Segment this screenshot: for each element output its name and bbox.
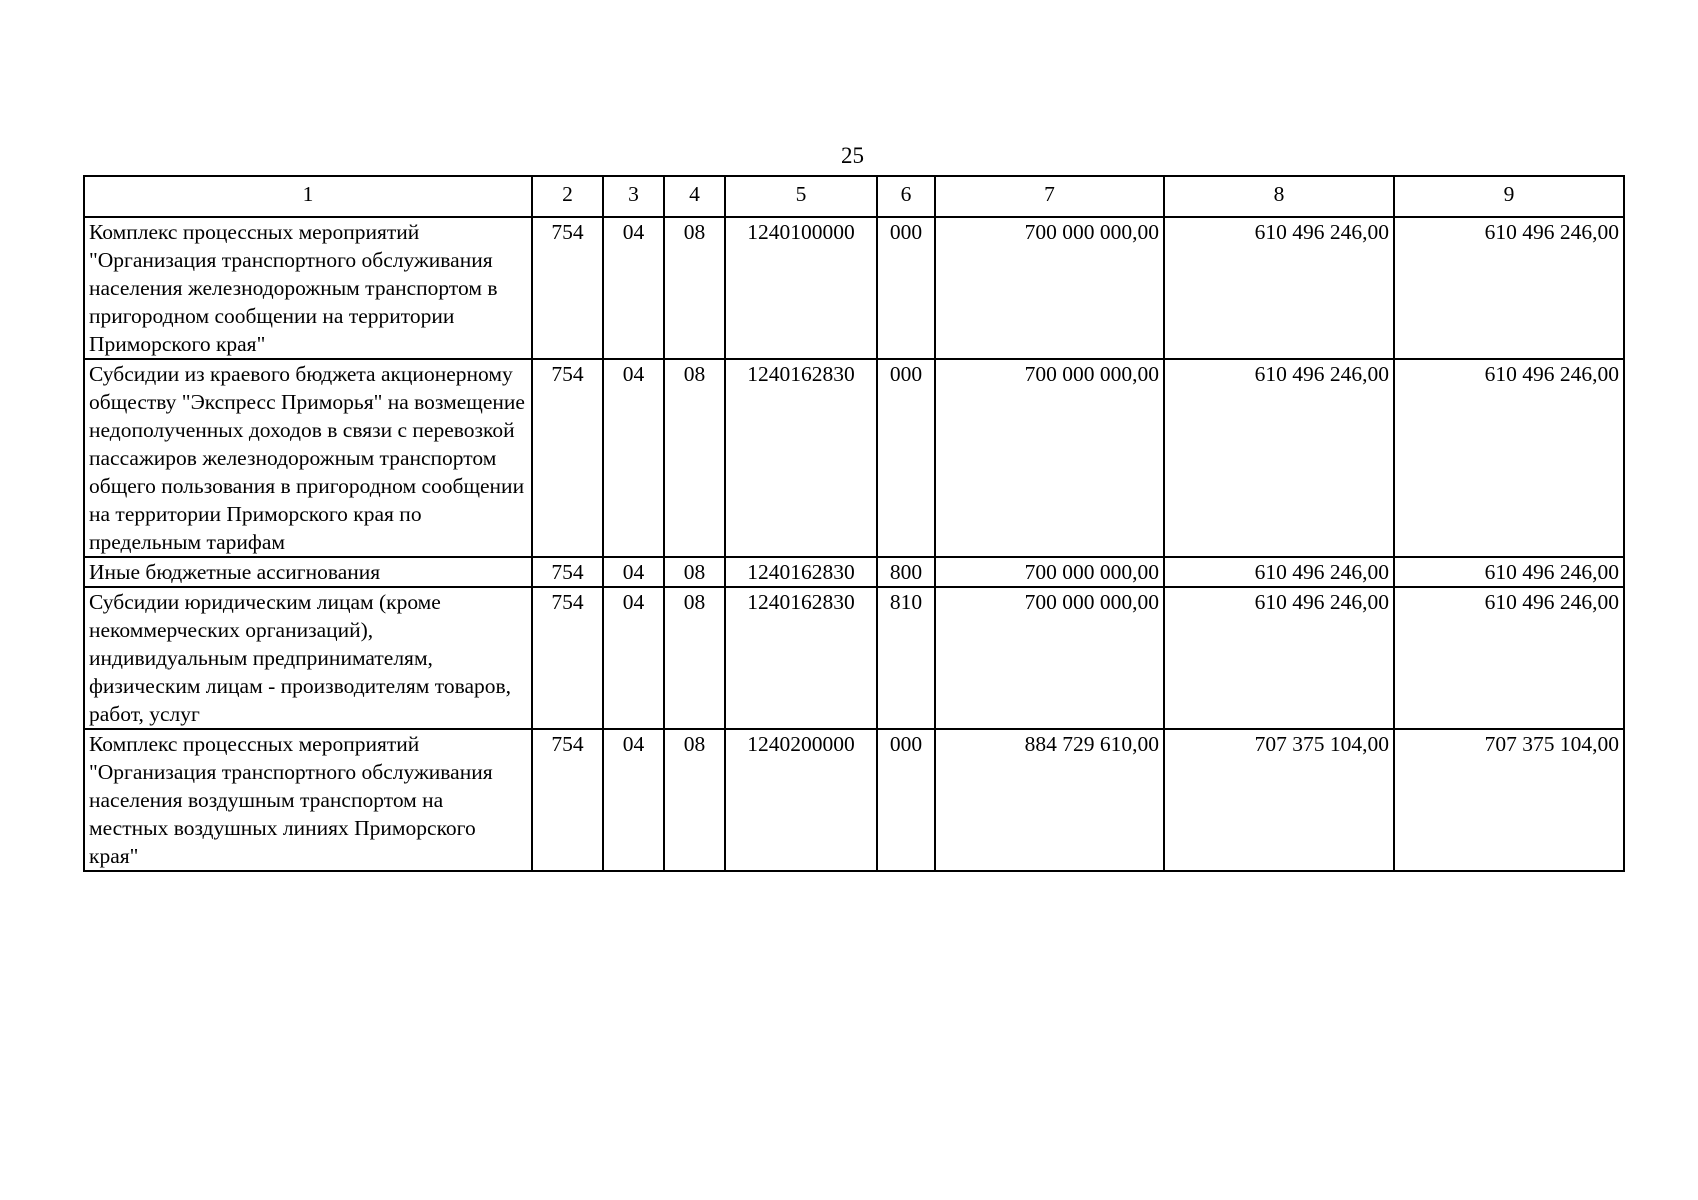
amount-col-7: 700 000 000,00 bbox=[935, 359, 1164, 557]
column-number-header-row bbox=[84, 176, 1624, 217]
section-code: 04 bbox=[603, 729, 664, 871]
item-name: Субсидии юридическим лицам (кроме некоммерческих организаций), индивидуальным предпринимателям, физическим лицам - производителям товаров, работ, услуг bbox=[84, 587, 532, 729]
amount-col-9: 707 375 104,00 bbox=[1394, 729, 1624, 871]
expense-type-code: 000 bbox=[877, 217, 935, 359]
amount-col-7: 700 000 000,00 bbox=[935, 217, 1164, 359]
item-name: Иные бюджетные ассигнования bbox=[84, 557, 532, 587]
ministry-code: 754 bbox=[532, 557, 603, 587]
item-name: Субсидии из краевого бюджета акционерному обществу "Экспресс Приморья" на возмещение недополученных доходов в связи с перевозкой пассажиров железнодорожным транспортом общего пользования в пригородном сообщении на территории Приморского края по предельным тарифам bbox=[84, 359, 532, 557]
ministry-code: 754 bbox=[532, 587, 603, 729]
amount-col-8: 707 375 104,00 bbox=[1164, 729, 1394, 871]
subsection-code: 08 bbox=[664, 217, 725, 359]
table-row bbox=[84, 557, 1624, 587]
amount-col-8: 610 496 246,00 bbox=[1164, 359, 1394, 557]
table-row bbox=[84, 359, 1624, 557]
amount-col-9: 610 496 246,00 bbox=[1394, 587, 1624, 729]
amount-col-8: 610 496 246,00 bbox=[1164, 217, 1394, 359]
column-header: 2 bbox=[532, 176, 603, 217]
expense-type-code: 000 bbox=[877, 359, 935, 557]
amount-col-9: 610 496 246,00 bbox=[1394, 359, 1624, 557]
amount-col-7: 700 000 000,00 bbox=[935, 587, 1164, 729]
section-code: 04 bbox=[603, 217, 664, 359]
amount-col-9: 610 496 246,00 bbox=[1394, 557, 1624, 587]
column-header: 5 bbox=[725, 176, 877, 217]
target-article-code: 1240162830 bbox=[725, 587, 877, 729]
column-header: 7 bbox=[935, 176, 1164, 217]
ministry-code: 754 bbox=[532, 217, 603, 359]
amount-col-8: 610 496 246,00 bbox=[1164, 557, 1394, 587]
table-row bbox=[84, 587, 1624, 729]
expense-type-code: 000 bbox=[877, 729, 935, 871]
column-header: 4 bbox=[664, 176, 725, 217]
ministry-code: 754 bbox=[532, 359, 603, 557]
target-article-code: 1240200000 bbox=[725, 729, 877, 871]
subsection-code: 08 bbox=[664, 359, 725, 557]
amount-col-7: 884 729 610,00 bbox=[935, 729, 1164, 871]
section-code: 04 bbox=[603, 359, 664, 557]
page-number: 25 bbox=[841, 143, 864, 168]
amount-col-9: 610 496 246,00 bbox=[1394, 217, 1624, 359]
item-name: Комплекс процессных мероприятий "Организация транспортного обслуживания населения воздушным транспортом на местных воздушных линиях Приморского края" bbox=[84, 729, 532, 871]
section-code: 04 bbox=[603, 587, 664, 729]
target-article-code: 1240100000 bbox=[725, 217, 877, 359]
column-header: 9 bbox=[1394, 176, 1624, 217]
table-row bbox=[84, 729, 1624, 871]
ministry-code: 754 bbox=[532, 729, 603, 871]
target-article-code: 1240162830 bbox=[725, 359, 877, 557]
amount-col-7: 700 000 000,00 bbox=[935, 557, 1164, 587]
subsection-code: 08 bbox=[664, 729, 725, 871]
column-header: 8 bbox=[1164, 176, 1394, 217]
section-code: 04 bbox=[603, 557, 664, 587]
target-article-code: 1240162830 bbox=[725, 557, 877, 587]
expense-type-code: 810 bbox=[877, 587, 935, 729]
expense-type-code: 800 bbox=[877, 557, 935, 587]
column-header: 3 bbox=[603, 176, 664, 217]
item-name: Комплекс процессных мероприятий "Организация транспортного обслуживания населения железнодорожным транспортом в пригородном сообщении на территории Приморского края" bbox=[84, 217, 532, 359]
column-header: 1 bbox=[84, 176, 532, 217]
budget-table bbox=[83, 175, 1625, 872]
column-header: 6 bbox=[877, 176, 935, 217]
table-row bbox=[84, 217, 1624, 359]
amount-col-8: 610 496 246,00 bbox=[1164, 587, 1394, 729]
subsection-code: 08 bbox=[664, 587, 725, 729]
subsection-code: 08 bbox=[664, 557, 725, 587]
